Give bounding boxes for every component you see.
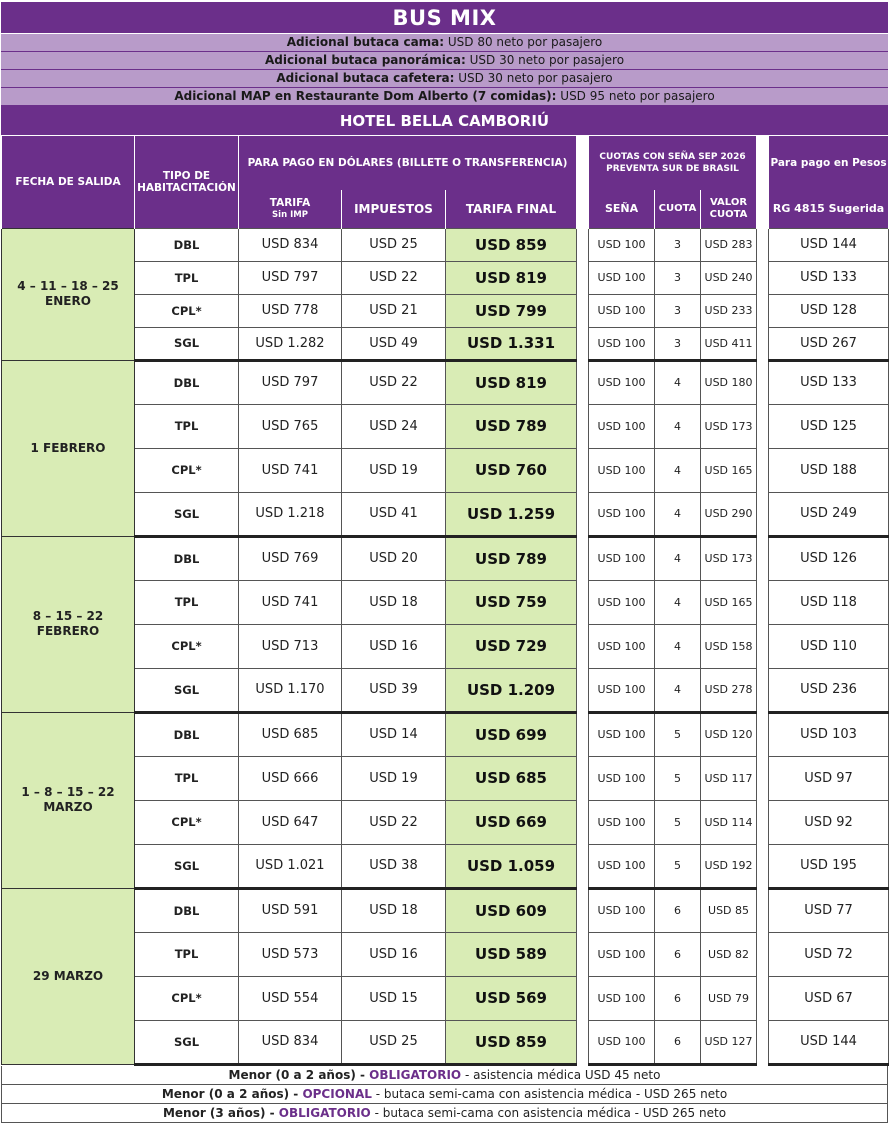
rg-cell: USD 144	[769, 228, 889, 261]
tarifa-final-cell: USD 569	[446, 976, 577, 1020]
sena-cell: USD 100	[589, 360, 655, 404]
rg-cell: USD 92	[769, 800, 889, 844]
sena-cell: USD 100	[589, 624, 655, 668]
cuota-cell: 5	[655, 712, 701, 756]
tarifa-final-cell: USD 1.059	[446, 844, 577, 888]
tarifa-final-cell: USD 609	[446, 888, 577, 932]
impuestos-cell: USD 20	[342, 536, 446, 580]
rg-cell: USD 195	[769, 844, 889, 888]
cuota-cell: 4	[655, 580, 701, 624]
footer-note	[1, 1066, 888, 1085]
impuestos-cell: USD 14	[342, 712, 446, 756]
table-row	[2, 844, 889, 888]
sena-cell: USD 100	[589, 536, 655, 580]
note-text: - butaca semi-cama con asistencia médica - USD 265 neto	[370, 1105, 727, 1120]
departure-date: 4 – 11 – 18 – 25 ENERO	[2, 228, 135, 360]
valor-cuota-cell: USD 117	[701, 756, 757, 800]
impuestos-cell: USD 41	[342, 492, 446, 536]
tarifa-cell: USD 834	[239, 228, 342, 261]
sena-cell: USD 100	[589, 228, 655, 261]
cuota-cell: 4	[655, 360, 701, 404]
tarifa-final-cell: USD 729	[446, 624, 577, 668]
footer-note	[1, 1085, 888, 1104]
table-row	[2, 932, 889, 976]
impuestos-cell: USD 18	[342, 888, 446, 932]
sena-cell: USD 100	[589, 1020, 655, 1064]
tarifa-cell: USD 797	[239, 261, 342, 294]
tarifa-final-cell: USD 789	[446, 404, 577, 448]
sena-cell: USD 100	[589, 712, 655, 756]
header-cuota: CUOTA	[655, 190, 701, 228]
header-tarifa-sub: Sin IMP	[272, 209, 308, 220]
note-status: OBLIGATORIO	[369, 1067, 462, 1082]
tarifa-cell: USD 685	[239, 712, 342, 756]
tarifa-final-cell: USD 760	[446, 448, 577, 492]
tarifa-cell: USD 1.282	[239, 327, 342, 360]
tarifa-cell: USD 1.218	[239, 492, 342, 536]
tarifa-cell: USD 834	[239, 1020, 342, 1064]
rg-cell: USD 128	[769, 294, 889, 327]
header-rg: RG 4815 Sugerida	[769, 190, 889, 228]
table-row	[2, 327, 889, 360]
valor-cuota-cell: USD 120	[701, 712, 757, 756]
cuota-cell: 4	[655, 492, 701, 536]
room-type: DBL	[135, 712, 239, 756]
cuota-cell: 3	[655, 327, 701, 360]
cuota-cell: 6	[655, 932, 701, 976]
note-subject: Menor (0 a 2 años) -	[161, 1086, 303, 1101]
valor-cuota-cell: USD 278	[701, 668, 757, 712]
tarifa-cell: USD 769	[239, 536, 342, 580]
departure-date: 1 FEBRERO	[2, 360, 135, 536]
addon-text: USD 30 neto por pasajero	[454, 71, 613, 85]
table-row	[2, 294, 889, 327]
note-subject: Menor (3 años) -	[162, 1105, 279, 1120]
addon-label: Adicional butaca cama:	[286, 35, 445, 49]
impuestos-cell: USD 19	[342, 756, 446, 800]
valor-cuota-cell: USD 82	[701, 932, 757, 976]
table-row	[2, 492, 889, 536]
tarifa-cell: USD 741	[239, 580, 342, 624]
valor-cuota-cell: USD 165	[701, 448, 757, 492]
header-sena: SEÑA	[589, 190, 655, 228]
addon-text: USD 95 neto por pasajero	[556, 89, 715, 103]
tarifa-cell: USD 713	[239, 624, 342, 668]
departure-date: 29 MARZO	[2, 888, 135, 1064]
valor-cuota-cell: USD 411	[701, 327, 757, 360]
impuestos-cell: USD 49	[342, 327, 446, 360]
table-row	[2, 624, 889, 668]
note-text: - asistencia médica USD 45 neto	[461, 1067, 661, 1082]
cuota-cell: 6	[655, 888, 701, 932]
note-subject: Menor (0 a 2 años) -	[228, 1067, 370, 1082]
room-type: SGL	[135, 668, 239, 712]
cuota-cell: 5	[655, 800, 701, 844]
note-text: - butaca semi-cama con asistencia médica - USD 265 neto	[371, 1086, 728, 1101]
rg-cell: USD 133	[769, 261, 889, 294]
cuota-cell: 4	[655, 668, 701, 712]
valor-cuota-cell: USD 233	[701, 294, 757, 327]
tarifa-cell: USD 666	[239, 756, 342, 800]
header-valor: VALOR CUOTA	[701, 190, 757, 228]
addon-row	[1, 52, 888, 70]
room-type: CPL*	[135, 448, 239, 492]
tarifa-cell: USD 591	[239, 888, 342, 932]
addon-label: Adicional MAP en Restaurante Dom Alberto (7 comidas):	[174, 89, 557, 103]
tarifa-final-cell: USD 759	[446, 580, 577, 624]
impuestos-cell: USD 25	[342, 1020, 446, 1064]
tarifa-cell: USD 647	[239, 800, 342, 844]
valor-cuota-cell: USD 158	[701, 624, 757, 668]
room-type: DBL	[135, 360, 239, 404]
room-type: TPL	[135, 404, 239, 448]
tarifa-cell: USD 765	[239, 404, 342, 448]
cuota-cell: 4	[655, 536, 701, 580]
impuestos-cell: USD 15	[342, 976, 446, 1020]
valor-cuota-cell: USD 192	[701, 844, 757, 888]
table-row	[2, 580, 889, 624]
table-row	[2, 888, 889, 932]
sena-cell: USD 100	[589, 294, 655, 327]
cuota-cell: 6	[655, 976, 701, 1020]
addon-row	[1, 34, 888, 52]
room-type: TPL	[135, 580, 239, 624]
header-pesos: Para pago en Pesos	[769, 136, 889, 190]
impuestos-cell: USD 24	[342, 404, 446, 448]
rg-cell: USD 125	[769, 404, 889, 448]
rg-cell: USD 97	[769, 756, 889, 800]
sena-cell: USD 100	[589, 844, 655, 888]
header-tipo: TIPO DE HABITACITACIÓN	[135, 136, 239, 228]
room-type: CPL*	[135, 624, 239, 668]
sena-cell: USD 100	[589, 580, 655, 624]
tarifa-cell: USD 1.170	[239, 668, 342, 712]
table-row	[2, 712, 889, 756]
cuota-cell: 3	[655, 294, 701, 327]
room-type: TPL	[135, 261, 239, 294]
room-type: DBL	[135, 228, 239, 261]
impuestos-cell: USD 16	[342, 932, 446, 976]
table-row	[2, 360, 889, 404]
impuestos-cell: USD 22	[342, 360, 446, 404]
table-row	[2, 756, 889, 800]
valor-cuota-cell: USD 165	[701, 580, 757, 624]
addon-label: Adicional butaca cafetera:	[276, 71, 455, 85]
room-type: CPL*	[135, 800, 239, 844]
tarifa-final-cell: USD 859	[446, 228, 577, 261]
table-row	[2, 404, 889, 448]
table-row	[2, 448, 889, 492]
rates-table	[1, 136, 889, 1066]
sena-cell: USD 100	[589, 668, 655, 712]
tarifa-final-cell: USD 589	[446, 932, 577, 976]
tarifa-final-cell: USD 669	[446, 800, 577, 844]
table-row	[2, 976, 889, 1020]
impuestos-cell: USD 21	[342, 294, 446, 327]
rg-cell: USD 126	[769, 536, 889, 580]
sena-cell: USD 100	[589, 404, 655, 448]
rg-cell: USD 67	[769, 976, 889, 1020]
sena-cell: USD 100	[589, 448, 655, 492]
valor-cuota-cell: USD 127	[701, 1020, 757, 1064]
room-type: TPL	[135, 932, 239, 976]
cuota-cell: 3	[655, 228, 701, 261]
rg-cell: USD 103	[769, 712, 889, 756]
rg-cell: USD 188	[769, 448, 889, 492]
impuestos-cell: USD 25	[342, 228, 446, 261]
room-type: SGL	[135, 327, 239, 360]
tarifa-cell: USD 797	[239, 360, 342, 404]
table-row	[2, 228, 889, 261]
rg-cell: USD 72	[769, 932, 889, 976]
page-title: BUS MIX	[1, 2, 888, 34]
impuestos-cell: USD 22	[342, 261, 446, 294]
header-final: TARIFA FINAL	[446, 190, 577, 228]
note-status: OPCIONAL	[302, 1086, 372, 1101]
tarifa-final-cell: USD 819	[446, 360, 577, 404]
hotel-title: HOTEL BELLA CAMBORIÚ	[1, 106, 888, 136]
impuestos-cell: USD 39	[342, 668, 446, 712]
sena-cell: USD 100	[589, 888, 655, 932]
rg-cell: USD 267	[769, 327, 889, 360]
room-type: CPL*	[135, 294, 239, 327]
tarifa-final-cell: USD 1.209	[446, 668, 577, 712]
impuestos-cell: USD 38	[342, 844, 446, 888]
table-row	[2, 668, 889, 712]
addon-text: USD 30 neto por pasajero	[465, 53, 625, 67]
room-type: DBL	[135, 536, 239, 580]
room-type: TPL	[135, 756, 239, 800]
tarifa-final-cell: USD 799	[446, 294, 577, 327]
table-row	[2, 261, 889, 294]
tarifa-cell: USD 573	[239, 932, 342, 976]
sena-cell: USD 100	[589, 800, 655, 844]
addon-row	[1, 70, 888, 88]
valor-cuota-cell: USD 173	[701, 536, 757, 580]
addon-text: USD 80 neto por pasajero	[444, 35, 603, 49]
footer-note	[1, 1104, 888, 1123]
valor-cuota-cell: USD 114	[701, 800, 757, 844]
room-type: SGL	[135, 492, 239, 536]
header-impuestos: IMPUESTOS	[342, 190, 446, 228]
departure-date: 8 – 15 – 22 FEBRERO	[2, 536, 135, 712]
valor-cuota-cell: USD 85	[701, 888, 757, 932]
valor-cuota-cell: USD 240	[701, 261, 757, 294]
addon-row	[1, 88, 888, 106]
tarifa-final-cell: USD 1.259	[446, 492, 577, 536]
tarifa-final-cell: USD 699	[446, 712, 577, 756]
rg-cell: USD 118	[769, 580, 889, 624]
impuestos-cell: USD 16	[342, 624, 446, 668]
room-type: SGL	[135, 1020, 239, 1064]
tarifa-final-cell: USD 789	[446, 536, 577, 580]
rg-cell: USD 144	[769, 1020, 889, 1064]
sena-cell: USD 100	[589, 932, 655, 976]
table-row	[2, 1020, 889, 1064]
tarifa-cell: USD 741	[239, 448, 342, 492]
header-tarifa: TARIFA Sin IMP	[239, 190, 342, 228]
table-row	[2, 536, 889, 580]
tarifa-final-cell: USD 1.331	[446, 327, 577, 360]
rg-cell: USD 249	[769, 492, 889, 536]
departure-date: 1 – 8 – 15 – 22 MARZO	[2, 712, 135, 888]
header-cuotas: CUOTAS CON SEÑA SEP 2026 PREVENTA SUR DE BRASIL	[589, 136, 757, 190]
tarifa-final-cell: USD 819	[446, 261, 577, 294]
tarifa-cell: USD 1.021	[239, 844, 342, 888]
table-row	[2, 800, 889, 844]
room-type: CPL*	[135, 976, 239, 1020]
cuota-cell: 4	[655, 448, 701, 492]
tarifa-cell: USD 554	[239, 976, 342, 1020]
valor-cuota-cell: USD 173	[701, 404, 757, 448]
cuota-cell: 4	[655, 404, 701, 448]
room-type: SGL	[135, 844, 239, 888]
tarifa-final-cell: USD 859	[446, 1020, 577, 1064]
cuota-cell: 3	[655, 261, 701, 294]
sena-cell: USD 100	[589, 261, 655, 294]
rg-cell: USD 77	[769, 888, 889, 932]
rg-cell: USD 110	[769, 624, 889, 668]
note-status: OBLIGATORIO	[278, 1105, 371, 1120]
footer-notes	[1, 1066, 888, 1123]
valor-cuota-cell: USD 180	[701, 360, 757, 404]
rg-cell: USD 236	[769, 668, 889, 712]
cuota-cell: 4	[655, 624, 701, 668]
header-fecha: FECHA DE SALIDA	[2, 136, 135, 228]
cuota-cell: 5	[655, 844, 701, 888]
sena-cell: USD 100	[589, 327, 655, 360]
impuestos-cell: USD 22	[342, 800, 446, 844]
sena-cell: USD 100	[589, 976, 655, 1020]
sena-cell: USD 100	[589, 756, 655, 800]
room-type: DBL	[135, 888, 239, 932]
tarifa-cell: USD 778	[239, 294, 342, 327]
cuota-cell: 6	[655, 1020, 701, 1064]
impuestos-cell: USD 18	[342, 580, 446, 624]
price-sheet	[1, 2, 888, 1123]
sena-cell: USD 100	[589, 492, 655, 536]
valor-cuota-cell: USD 290	[701, 492, 757, 536]
tarifa-final-cell: USD 685	[446, 756, 577, 800]
rg-cell: USD 133	[769, 360, 889, 404]
valor-cuota-cell: USD 283	[701, 228, 757, 261]
header-dolares: PARA PAGO EN DÓLARES (BILLETE O TRANSFERENCIA)	[239, 136, 577, 190]
cuota-cell: 5	[655, 756, 701, 800]
addon-label: Adicional butaca panorámica:	[264, 53, 466, 67]
valor-cuota-cell: USD 79	[701, 976, 757, 1020]
impuestos-cell: USD 19	[342, 448, 446, 492]
